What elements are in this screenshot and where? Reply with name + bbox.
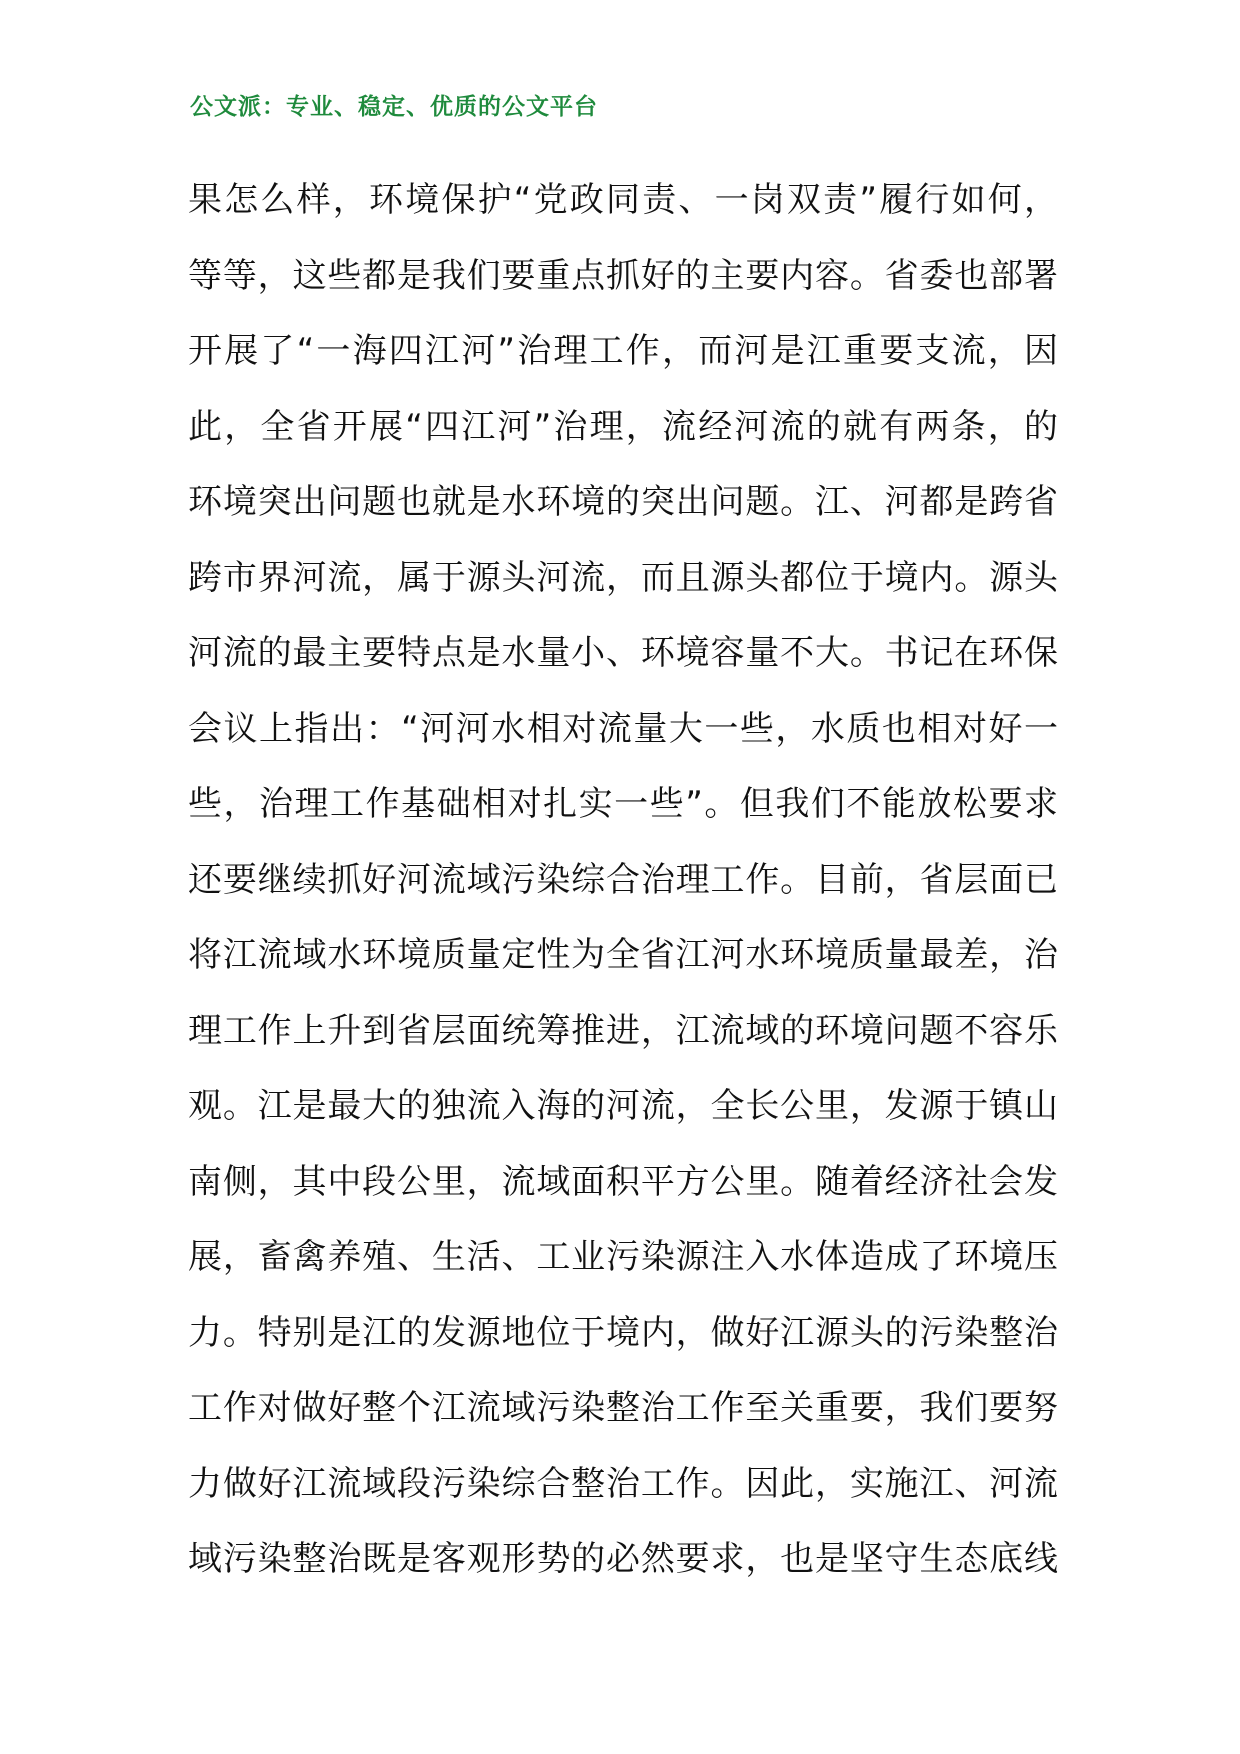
text-line: 此，全省开展“四江河”治理，流经河流的就有两条，的	[188, 406, 1058, 447]
text-line: 河流的最主要特点是水量小、环境容量不大。书记在环保	[188, 633, 1058, 673]
page-header: 公文派：专业、稳定、优质的公文平台	[190, 93, 598, 120]
text-line: 果怎么样，环境保护“党政同责、一岗双责”履行如何，	[188, 180, 1058, 220]
text-line: 观。江是最大的独流入海的河流，全长公里，发源于镇山	[188, 1086, 1058, 1126]
text-line: 些，治理工作基础相对扎实一些”。但我们不能放松要求	[188, 784, 1058, 824]
document-body	[188, 163, 1068, 1598]
text-line: 力做好江流域段污染综合整治工作。因此，实施江、河流	[188, 1463, 1058, 1504]
text-line: 域污染整治既是客观形势的必然要求，也是坚守生态底线	[188, 1539, 1058, 1579]
text-line: 南侧，其中段公里，流域面积平方公里。随着经济社会发	[188, 1161, 1058, 1202]
text-line: 开展了“一海四江河”治理工作，而河是江重要支流，因	[188, 331, 1058, 371]
text-line: 环境突出问题也就是水环境的突出问题。江、河都是跨省	[188, 482, 1058, 522]
text-line: 跨市界河流，属于源头河流，而且源头都位于境内。源头	[188, 557, 1058, 598]
text-line: 理工作上升到省层面统筹推进，江流域的环境问题不容乐	[188, 1010, 1058, 1051]
text-line: 还要继续抓好河流域污染综合治理工作。目前，省层面已	[188, 859, 1058, 900]
text-line: 等等，这些都是我们要重点抓好的主要内容。省委也部署	[188, 255, 1058, 296]
text-line: 将江流域水环境质量定性为全省江河水环境质量最差，治	[188, 935, 1058, 975]
text-line: 会议上指出：“河河水相对流量大一些，水质也相对好一	[188, 708, 1058, 749]
text-line: 工作对做好整个江流域污染整治工作至关重要，我们要努	[188, 1388, 1058, 1428]
text-line: 展，畜禽养殖、生活、工业污染源注入水体造成了环境压	[188, 1237, 1058, 1277]
text-line: 力。特别是江的发源地位于境内，做好江源头的污染整治	[188, 1312, 1058, 1353]
